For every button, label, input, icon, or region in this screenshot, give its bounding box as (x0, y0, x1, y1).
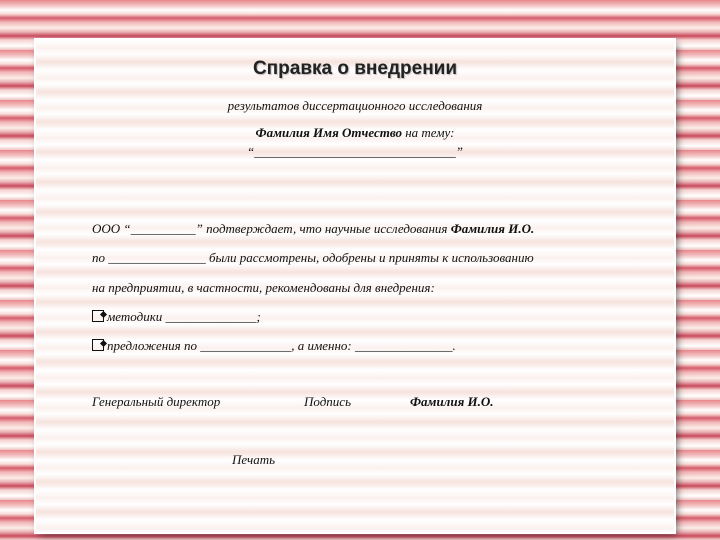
author-name: Фамилия Имя Отчество (255, 125, 402, 140)
paragraph-line-1 (92, 221, 534, 237)
checkbox-icon (92, 310, 104, 322)
list-item (92, 338, 456, 354)
paragraph-line-2: по _______________ были рассмотрены, одобрены и приняты к использованию (92, 250, 534, 265)
list-item-proposals: предложения по ______________, а именно: _______________. (107, 338, 456, 353)
list-item (92, 309, 261, 325)
paragraph-line-1-text: ООО “__________” подтверждает, что научные исследования (92, 221, 451, 236)
researcher-name: Фамилия И.О. (450, 221, 535, 236)
stamp-label: Печать (232, 452, 275, 467)
list-item-methods: методики ______________; (107, 309, 261, 324)
topic-blank: “_______________________________” (247, 144, 463, 159)
page-title: Справка о внедрении (252, 58, 458, 79)
director-label: Генеральный директор (92, 394, 221, 409)
subtitle: результатов диссертационного исследования (227, 98, 483, 113)
signer-name: Фамилия И.О. (410, 394, 494, 409)
paragraph-line-3: на предприятии, в частности, рекомендованы для внедрения: (92, 280, 435, 295)
author-line (36, 125, 674, 141)
checkbox-icon (92, 339, 104, 351)
document-slide (36, 40, 674, 532)
signature-label: Подпись (304, 394, 351, 409)
on-topic-label: на тему: (401, 125, 455, 140)
